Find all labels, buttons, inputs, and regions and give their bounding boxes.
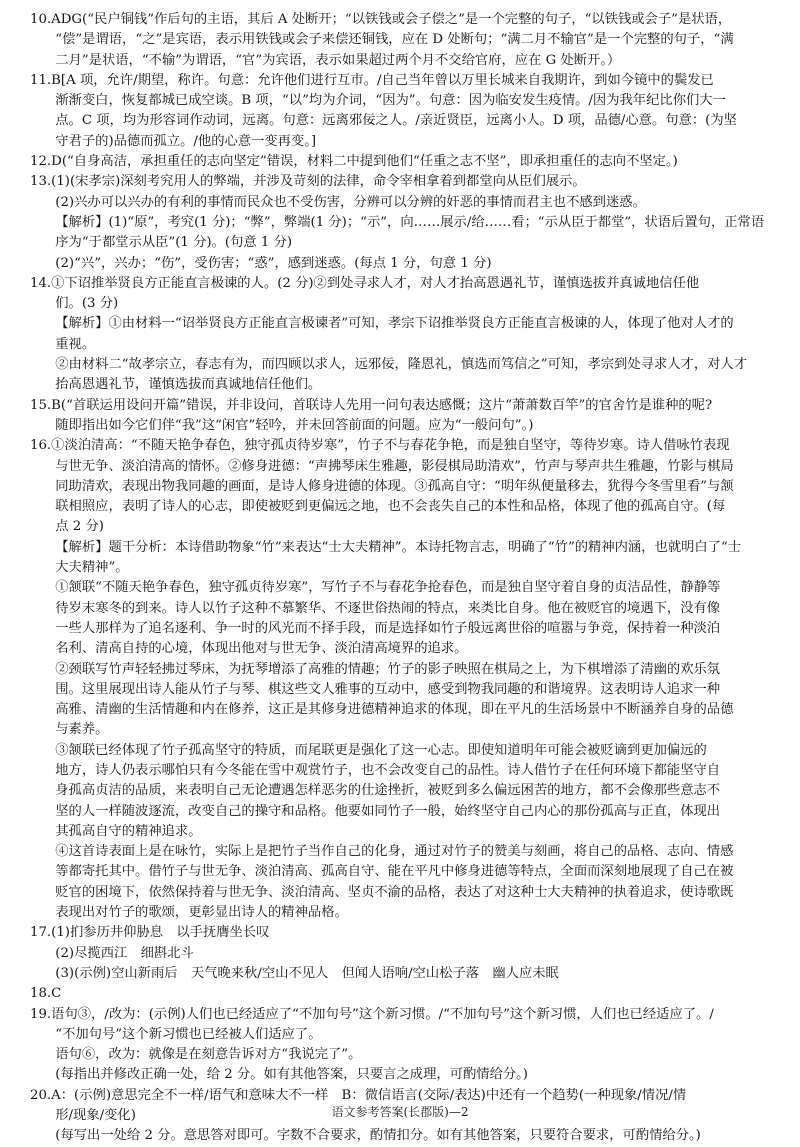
answer-text: 其孤高自守的精神追求。 <box>55 823 202 839</box>
answer-line <box>30 51 778 71</box>
answer-line <box>30 254 778 274</box>
answer-text: 大夫精神”。 <box>55 560 129 576</box>
answer-text: “不加句号”这个新习惯也已经被人们适应了。 <box>55 1026 322 1042</box>
answer-text: 名利、清高自持的心境，体现出他对与世无争、淡泊清高境界的追求。 <box>55 641 468 657</box>
answer-line <box>30 720 778 740</box>
answer-line <box>30 91 778 111</box>
answer-line <box>30 213 778 233</box>
answer-text: 语句③，/改为：(示例)人们也已经适应了“不加句号”这个新习惯。/“不加句号”这个新习惯，人们也已经适应了。/ <box>51 1006 714 1022</box>
question-number: 18. <box>30 986 52 1002</box>
answer-line <box>30 639 778 659</box>
answer-text: ①淡泊清高：“不随天艳争春色，独守孤贞待岁寒”，竹子不与春花争艳，而是独自坚守，等待岁寒。诗人借咏竹表现 <box>51 438 730 454</box>
answer-line <box>30 741 778 761</box>
answer-text: (1)扪参历井仰胁息 以手抚膺坐长叹 <box>51 925 270 941</box>
answer-item <box>30 923 778 984</box>
answer-first-line <box>30 152 778 172</box>
answer-item <box>30 71 778 152</box>
answer-line <box>30 1045 778 1065</box>
answer-text: 守君子的)品德而孤立。/他的心意一变再变。] <box>55 133 317 149</box>
answer-text: 一些人那样为了追名逐利、争一时的风光而不择手段，而是选择如竹子般远离世俗的喧嚣与争竞，保持着一种淡泊 <box>55 620 721 636</box>
answer-line <box>30 660 778 680</box>
answer-text: 贬官的困境下，依然保持着与世无争、淡泊清高、坚贞不渝的品格，表达了对这种士大夫精神的执着追求，使诗歌既 <box>55 884 734 900</box>
answer-line <box>30 517 778 537</box>
answer-text: 【解析】题干分析：本诗借助物象“竹”来表达“士大夫精神”。本诗托物言志，明确了“竹”的精神内涵，也就明白了“士 <box>55 539 742 555</box>
answer-text: D(“自身高洁，承担重任的志向坚定”错误，材料二中提到他们“任重之志不坚”，即承担重任的志向不坚定。) <box>51 154 678 170</box>
answer-text: 坚的人一样随波逐流，改变自己的操守和品格。他要如同竹子一般，始终坚守自己内心的那份孤高与正直，体现出 <box>55 803 721 819</box>
answer-text: 联相照应，表明了诗人的心志，即使被贬到更偏远之地，也不会丧失自己的本性和品格，体现了他的孤高自守。(每 <box>55 499 726 515</box>
answer-text: (2)兴办可以兴办的有利的事情而民众也不受伤害，分辨可以分辨的奸恶的事情而君主也不感到迷惑。 <box>55 194 646 210</box>
question-number: 12. <box>30 154 52 170</box>
answer-line <box>30 233 778 253</box>
answer-text: ①下诏推举贤良方正能直言极谏的人。(2 分)②到处寻求人才，对人才抬高恩遇礼节，谨慎选拔并真诚地信任他 <box>51 275 700 291</box>
answer-line <box>30 538 778 558</box>
answer-text: (2)“兴”，兴办；“伤”，受伤害；“惑”，感到迷惑。(每点 1 分，句意 1 分) <box>55 255 492 271</box>
answer-first-line <box>30 436 778 456</box>
answer-text: 高雅、清幽的生活情趣和内在修养，这正是其修身进德精神追求的体现，即在平凡的生活场景中不断涵养自身的品德 <box>55 702 734 718</box>
answer-line <box>30 132 778 152</box>
question-number: 10. <box>30 12 52 27</box>
answer-line <box>30 680 778 700</box>
answer-text: 同助清欢，表现出物我同趣的画面，是诗人修身进德的体现。③孤高自守：“明年纵便量移去，犹得今冬雪里看”与颔 <box>55 478 734 494</box>
answer-text: A：(示例)意思完全不一样/语气和意味大不一样 B：微信语言(交际/表达)中还有一个趋势(一种现象/情况/情 <box>51 1087 687 1103</box>
answer-text: C <box>51 986 62 1002</box>
answer-text: 二月”是状语，“不输”为谓语，“官”为宾语，表示如果超过两个月不交给官府，应在 G 处断开。） <box>55 52 621 68</box>
answer-text: 【解析】(1)“原”，考究(1 分)；“弊”，弊端(1 分)；“示”，向……展示/给……看；“示从臣于都堂”，状语后置句，正常语 <box>55 214 765 230</box>
answer-text: (3)(示例)空山新雨后 天气晚来秋/空山不见人 但闻人语响/空山松子落 幽人应未眠 <box>55 965 559 981</box>
question-number: 19. <box>30 1006 52 1022</box>
answer-text: 表现出对竹子的歌颂，更彰显出诗人的精神品格。 <box>55 905 348 921</box>
answer-text: 地方，诗人仍表示哪怕只有今冬能在雪中观赏竹子，也不会改变自己的品性。诗人借竹子在任何环境下都能坚守自 <box>55 762 721 778</box>
answer-line <box>30 477 778 497</box>
answer-first-line <box>30 1005 778 1025</box>
answer-text: ②颈联写竹声轻轻拂过琴床，为抚琴增添了高雅的情趣；竹子的影子映照在棋局之上，为下棋增添了清幽的欢乐氛 <box>55 661 721 677</box>
answer-line <box>30 1025 778 1045</box>
answer-text: 围。这里展现出诗人能从竹子与琴、棋这些文人雅事的互动中，感受到物我同趣的和谐境界。这表明诗人追求一种 <box>55 681 721 697</box>
answer-line <box>30 822 778 842</box>
answer-line <box>30 314 778 334</box>
answer-item <box>30 436 778 923</box>
answer-line <box>30 416 778 436</box>
question-number: 16. <box>30 438 52 454</box>
answer-text: (2)尽揽西江 细斟北斗 <box>55 945 194 961</box>
answer-line <box>30 457 778 477</box>
answer-line <box>30 375 778 395</box>
answer-item <box>30 10 778 71</box>
answer-text: “偿”是谓语，“之”是宾语，表示用铁钱或会子来偿还铜钱，应在 D 处断句；“满二月不输官”是一个完整的句子，“满 <box>55 32 734 48</box>
answer-text: (每指出并修改正确一处，给 2 分。如有其他答案，只要言之成理，可酌情给分。) <box>55 1067 528 1083</box>
answer-text: 抬高恩遇礼节，谨慎选拔而真诚地信任他们。 <box>55 377 322 393</box>
answer-line <box>30 883 778 903</box>
answer-line <box>30 558 778 578</box>
answer-line <box>30 802 778 822</box>
answer-text: 随即指出如今它们伴“我”这“闲官”轻吟，并未回答前面的问题。应为“一般问句”。) <box>55 417 534 433</box>
answer-line <box>30 599 778 619</box>
answer-first-line <box>30 396 778 416</box>
answer-line <box>30 761 778 781</box>
answer-text: B[A 项，允许/期望，称许。句意：允许他们进行互市。/自己当年曾以万里长城来自我期许，到如今镜中的鬓发已 <box>51 72 714 88</box>
answer-text: ④这首诗表面上是在咏竹，实际上是把竹子当作自己的化身，通过对竹子的赞美与刻画，将自己的品格、志向、情感 <box>55 844 734 860</box>
answer-text: 形/现象/变化) <box>55 1108 136 1124</box>
answer-line <box>30 903 778 923</box>
answer-line <box>30 111 778 131</box>
answer-text: ADG(“民户铜钱”作后句的主语，其后 A 处断开；“以铁钱或会子偿之”是一个完整的句子，“以铁钱或会子”是状语， <box>51 12 732 27</box>
answer-item <box>30 984 778 1004</box>
answer-line <box>30 497 778 517</box>
answer-text: 点。C 项，均为形容词作动词，远离。句意：远离邪佞之人。/亲近贤臣，远离小人。D 项，品德/心意。句意：(为坚 <box>55 113 737 129</box>
answer-first-line <box>30 923 778 943</box>
answer-list <box>30 10 778 1147</box>
answer-item <box>30 396 778 437</box>
answer-text: 序为“于都堂示从臣”(1 分)。(句意 1 分) <box>55 235 293 251</box>
answer-text: 与素养。 <box>55 722 109 738</box>
answer-line <box>30 862 778 882</box>
answer-text: (每写出一处给 2 分。意思答对即可。字数不合要求，酌情扣分。如有其他答案，只要符合要求，可酌情给分。) <box>55 1128 701 1144</box>
answer-text: 与世无争、淡泊清高的情怀。②修身进德：“声拂琴床生雅趣，影侵棋局助清欢”，竹声与琴声共生雅趣，竹影与棋局 <box>55 458 734 474</box>
question-number: 11. <box>30 72 52 88</box>
answer-line <box>30 1126 778 1146</box>
answer-line <box>30 335 778 355</box>
answer-text: 语句⑥，改为：就像是在刻意告诉对方“我说完了”。 <box>55 1047 362 1063</box>
question-number: 20. <box>30 1087 52 1103</box>
answer-text: (1)(宋孝宗)深刻考究用人的弊端，并涉及苛刻的法律，命令宰相拿着到都堂向从臣们展示。 <box>51 174 586 190</box>
answer-first-line <box>30 71 778 91</box>
answer-line <box>30 781 778 801</box>
answer-line <box>30 944 778 964</box>
question-number: 15. <box>30 397 52 413</box>
answer-line <box>30 578 778 598</box>
answer-line <box>30 842 778 862</box>
answer-line <box>30 294 778 314</box>
answer-text: 们。(3 分) <box>55 296 119 312</box>
answer-text: 渐渐变白，恢复都城已成空谈。B 项，“以”均为介词，“因为”。句意：因为临安发生疫情。/因为我年纪比你们大一 <box>55 93 726 109</box>
answer-text: ①颔联“不随天艳争春色，独守孤贞待岁寒”，写竹子不与春花争抢春色，而是独自坚守着自身的贞洁品性，静静等 <box>55 580 721 596</box>
answer-item <box>30 274 778 396</box>
answer-item <box>30 152 778 172</box>
answer-first-line <box>30 10 778 30</box>
answer-text: ②由材料二“故孝宗立，春志有为，而四顾以求人，远邪佞，隆恩礼，慎选而笃信之”可知，孝宗到处寻求人才，对人才 <box>55 357 748 373</box>
answer-text: ③颔联已经体现了竹子孤高坚守的特质，而尾联更是强化了这一心志。即使知道明年可能会被贬谪到更加偏远的 <box>55 742 707 758</box>
answer-first-line <box>30 984 778 1004</box>
answer-text: 点 2 分) <box>55 519 104 535</box>
answer-first-line <box>30 274 778 294</box>
answer-line <box>30 700 778 720</box>
answer-item <box>30 172 778 273</box>
answer-line <box>30 193 778 213</box>
answer-item <box>30 1005 778 1086</box>
answer-line <box>30 1065 778 1085</box>
answer-first-line <box>30 172 778 192</box>
answer-text: 待岁末寒冬的到来。诗人以竹子这种不慕繁华、不逐世俗热闹的特点，来类比自身。他在被贬官的境遇下，没有像 <box>55 600 721 616</box>
answer-line <box>30 30 778 50</box>
answer-text: 【解析】①由材料一“诏举贤良方正能直言极谏者”可知，孝宗下诏推举贤良方正能直言极谏的人，体现了他对人才的 <box>55 316 734 332</box>
question-number: 13. <box>30 174 52 190</box>
answer-text: B(“首联运用设问开篇”错误，并非设问，首联诗人先用一问句表达感慨；这片“萧萧数百竿”的官舍竹是谁种的呢? <box>51 397 713 413</box>
answer-line <box>30 964 778 984</box>
answer-text: 等都寄托其中。借竹子与世无争、淡泊清高、孤高自守、能在平凡中修身进德等特点，全面而深刻地展现了自己在被 <box>55 864 734 880</box>
page-footer: 语文参考答案(长郡版)—2 <box>331 1105 469 1119</box>
answer-text: 身孤高贞洁的品质，来表明自己无论遭遇怎样恶劣的仕途挫折，被贬到多么偏远困苦的地方，都不会像那些意志不 <box>55 783 721 799</box>
question-number: 14. <box>30 275 52 291</box>
answer-line <box>30 619 778 639</box>
answer-text: 重视。 <box>55 336 96 352</box>
question-number: 17. <box>30 925 52 941</box>
answer-line <box>30 355 778 375</box>
